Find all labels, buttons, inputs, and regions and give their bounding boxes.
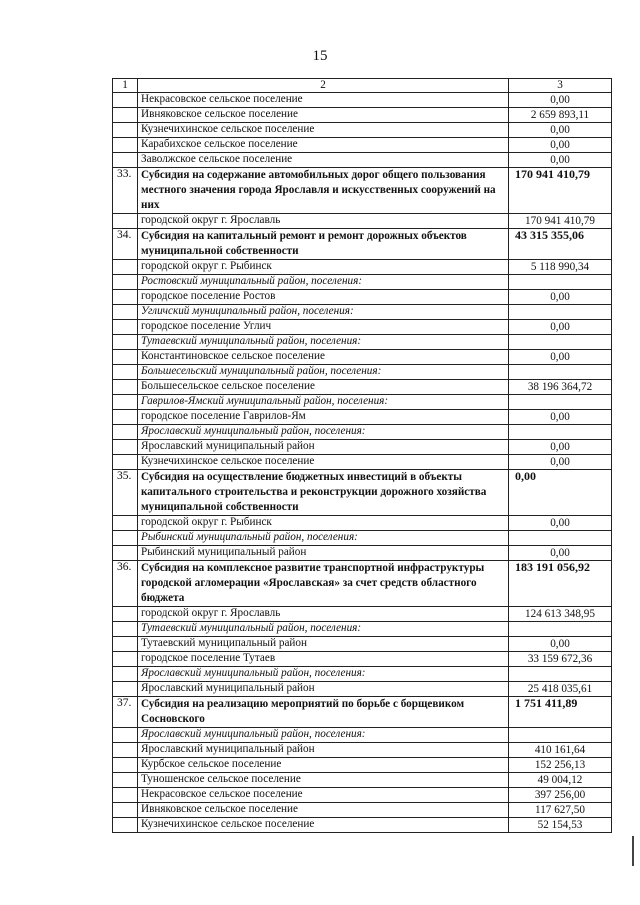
recipient-name: Некрасовское сельское поселение bbox=[138, 788, 509, 803]
table-row bbox=[113, 260, 612, 275]
recipient-amount: 397 256,00 bbox=[509, 788, 612, 803]
group-label: Гаврилов-Ямский муниципальный район, поселения: bbox=[138, 395, 509, 410]
row-index-cell bbox=[113, 93, 138, 108]
row-amount-cell bbox=[509, 728, 612, 743]
row-amount-cell bbox=[509, 335, 612, 350]
recipient-amount: 0,00 bbox=[509, 455, 612, 470]
row-index-cell bbox=[113, 788, 138, 803]
row-index-cell bbox=[113, 320, 138, 335]
group-label: Ярославский муниципальный район, поселения: bbox=[138, 728, 509, 743]
table-row bbox=[113, 410, 612, 425]
table-row bbox=[113, 440, 612, 455]
table-row bbox=[113, 773, 612, 788]
recipient-amount: 33 159 672,36 bbox=[509, 652, 612, 667]
group-row bbox=[113, 305, 612, 320]
row-index-cell bbox=[113, 455, 138, 470]
group-label: Ярославский муниципальный район, поселения: bbox=[138, 667, 509, 682]
group-row bbox=[113, 622, 612, 637]
row-index-cell bbox=[113, 335, 138, 350]
row-index-cell bbox=[113, 123, 138, 138]
table-row bbox=[113, 350, 612, 365]
group-row bbox=[113, 667, 612, 682]
section-title: Субсидия на содержание автомобильных дорог общего пользования местного значения города Ярославля и искусственных сооружений на них bbox=[138, 168, 509, 214]
row-index-cell bbox=[113, 395, 138, 410]
section-index: 35. bbox=[113, 470, 138, 516]
row-index-cell bbox=[113, 350, 138, 365]
recipient-name: Кузнечихинское сельское поселение bbox=[138, 123, 509, 138]
row-index-cell bbox=[113, 365, 138, 380]
section-row bbox=[113, 561, 612, 607]
recipient-amount: 0,00 bbox=[509, 93, 612, 108]
group-row bbox=[113, 365, 612, 380]
recipient-amount: 0,00 bbox=[509, 440, 612, 455]
recipient-amount: 5 118 990,34 bbox=[509, 260, 612, 275]
group-label: Угличский муниципальный район, поселения: bbox=[138, 305, 509, 320]
recipient-amount: 0,00 bbox=[509, 410, 612, 425]
row-index-cell bbox=[113, 138, 138, 153]
recipient-name: Ярославский муниципальный район bbox=[138, 682, 509, 697]
recipient-amount: 0,00 bbox=[509, 290, 612, 305]
recipient-name: городское поселение Ростов bbox=[138, 290, 509, 305]
recipient-name: Ярославский муниципальный район bbox=[138, 743, 509, 758]
recipient-name: городской округ г. Рыбинск bbox=[138, 516, 509, 531]
recipient-name: Курбское сельское поселение bbox=[138, 758, 509, 773]
row-amount-cell bbox=[509, 425, 612, 440]
row-amount-cell bbox=[509, 275, 612, 290]
row-index-cell bbox=[113, 622, 138, 637]
recipient-amount: 0,00 bbox=[509, 153, 612, 168]
group-row bbox=[113, 531, 612, 546]
header-col-1: 1 bbox=[113, 79, 138, 93]
group-label: Тутаевский муниципальный район, поселения: bbox=[138, 622, 509, 637]
section-total: 183 191 056,92 bbox=[509, 561, 612, 607]
row-index-cell bbox=[113, 290, 138, 305]
section-index: 34. bbox=[113, 229, 138, 260]
recipient-amount: 52 154,53 bbox=[509, 818, 612, 833]
row-index-cell bbox=[113, 531, 138, 546]
recipient-amount: 25 418 035,61 bbox=[509, 682, 612, 697]
table-row bbox=[113, 516, 612, 531]
row-amount-cell bbox=[509, 622, 612, 637]
recipient-amount: 0,00 bbox=[509, 350, 612, 365]
recipient-amount: 117 627,50 bbox=[509, 803, 612, 818]
row-index-cell bbox=[113, 546, 138, 561]
table-row bbox=[113, 93, 612, 108]
recipient-amount: 0,00 bbox=[509, 637, 612, 652]
section-index: 36. bbox=[113, 561, 138, 607]
group-row bbox=[113, 275, 612, 290]
table-row bbox=[113, 108, 612, 123]
recipient-name: Рыбинский муниципальный район bbox=[138, 546, 509, 561]
group-label: Рыбинский муниципальный район, поселения: bbox=[138, 531, 509, 546]
recipient-name: городское поселение Тутаев bbox=[138, 652, 509, 667]
row-index-cell bbox=[113, 743, 138, 758]
recipient-amount: 0,00 bbox=[509, 138, 612, 153]
group-row bbox=[113, 425, 612, 440]
recipient-name: Кузнечихинское сельское поселение bbox=[138, 818, 509, 833]
table-row bbox=[113, 788, 612, 803]
row-index-cell bbox=[113, 440, 138, 455]
table-row bbox=[113, 758, 612, 773]
section-title: Субсидия на комплексное развитие транспортной инфраструктуры городской агломерации «Ярославская» за счет средств областного бюджета bbox=[138, 561, 509, 607]
section-row bbox=[113, 470, 612, 516]
recipient-amount: 49 004,12 bbox=[509, 773, 612, 788]
header-col-2: 2 bbox=[138, 79, 509, 93]
section-row bbox=[113, 697, 612, 728]
section-index: 33. bbox=[113, 168, 138, 214]
page-number: 15 bbox=[312, 48, 328, 64]
row-index-cell bbox=[113, 275, 138, 290]
table-row bbox=[113, 637, 612, 652]
group-row bbox=[113, 395, 612, 410]
table-row bbox=[113, 682, 612, 697]
recipient-name: Карабихское сельское поселение bbox=[138, 138, 509, 153]
row-index-cell bbox=[113, 637, 138, 652]
recipient-amount: 38 196 364,72 bbox=[509, 380, 612, 395]
group-label: Большесельский муниципальный район, поселения: bbox=[138, 365, 509, 380]
row-amount-cell bbox=[509, 667, 612, 682]
recipient-amount: 124 613 348,95 bbox=[509, 607, 612, 622]
table-row bbox=[113, 546, 612, 561]
recipient-name: Константиновское сельское поселение bbox=[138, 350, 509, 365]
recipient-amount: 0,00 bbox=[509, 546, 612, 561]
section-title: Субсидия на реализацию мероприятий по борьбе с борщевиком Сосновского bbox=[138, 697, 509, 728]
row-index-cell bbox=[113, 728, 138, 743]
recipient-name: городской округ г. Ярославль bbox=[138, 214, 509, 229]
header-col-3: 3 bbox=[509, 79, 612, 93]
row-amount-cell bbox=[509, 531, 612, 546]
recipient-name: Некрасовское сельское поселение bbox=[138, 93, 509, 108]
recipient-name: Тутаевский муниципальный район bbox=[138, 637, 509, 652]
section-row bbox=[113, 168, 612, 214]
row-index-cell bbox=[113, 607, 138, 622]
row-index-cell bbox=[113, 516, 138, 531]
recipient-name: Кузнечихинское сельское поселение bbox=[138, 455, 509, 470]
row-index-cell bbox=[113, 667, 138, 682]
group-label: Ростовский муниципальный район, поселения: bbox=[138, 275, 509, 290]
recipient-amount: 0,00 bbox=[509, 123, 612, 138]
row-index-cell bbox=[113, 652, 138, 667]
table-row bbox=[113, 803, 612, 818]
recipient-amount: 170 941 410,79 bbox=[509, 214, 612, 229]
row-index-cell bbox=[113, 818, 138, 833]
table-row bbox=[113, 214, 612, 229]
section-title: Субсидия на осуществление бюджетных инвестиций в объекты капитального строительства и реконструкции дорожного хозяйства муниципальной собственности bbox=[138, 470, 509, 516]
recipient-amount: 152 256,13 bbox=[509, 758, 612, 773]
section-total: 170 941 410,79 bbox=[509, 168, 612, 214]
table-row bbox=[113, 455, 612, 470]
margin-mark bbox=[632, 836, 634, 866]
group-row bbox=[113, 728, 612, 743]
recipient-amount: 2 659 893,11 bbox=[509, 108, 612, 123]
row-amount-cell bbox=[509, 305, 612, 320]
section-index: 37. bbox=[113, 697, 138, 728]
row-amount-cell bbox=[509, 395, 612, 410]
recipient-name: Ивняковское сельское поселение bbox=[138, 803, 509, 818]
row-index-cell bbox=[113, 108, 138, 123]
row-index-cell bbox=[113, 153, 138, 168]
table-row bbox=[113, 290, 612, 305]
recipient-name: Заволжское сельское поселение bbox=[138, 153, 509, 168]
table-row bbox=[113, 818, 612, 833]
row-index-cell bbox=[113, 758, 138, 773]
recipient-name: городской округ г. Ярославль bbox=[138, 607, 509, 622]
recipient-name: Ивняковское сельское поселение bbox=[138, 108, 509, 123]
row-index-cell bbox=[113, 410, 138, 425]
table-row bbox=[113, 743, 612, 758]
table-row bbox=[113, 380, 612, 395]
recipient-name: городской округ г. Рыбинск bbox=[138, 260, 509, 275]
recipient-amount: 0,00 bbox=[509, 516, 612, 531]
table-row bbox=[113, 153, 612, 168]
table-row bbox=[113, 123, 612, 138]
row-amount-cell bbox=[509, 365, 612, 380]
recipient-name: городское поселение Углич bbox=[138, 320, 509, 335]
section-total: 1 751 411,89 bbox=[509, 697, 612, 728]
recipient-name: Туношенское сельское поселение bbox=[138, 773, 509, 788]
row-index-cell bbox=[113, 305, 138, 320]
recipient-name: Ярославский муниципальный район bbox=[138, 440, 509, 455]
table-row bbox=[113, 138, 612, 153]
subsidy-table bbox=[112, 78, 612, 833]
row-index-cell bbox=[113, 380, 138, 395]
table-row bbox=[113, 652, 612, 667]
row-index-cell bbox=[113, 773, 138, 788]
recipient-name: Большесельское сельское поселение bbox=[138, 380, 509, 395]
section-total: 43 315 355,06 bbox=[509, 229, 612, 260]
table-row bbox=[113, 607, 612, 622]
row-index-cell bbox=[113, 425, 138, 440]
section-total: 0,00 bbox=[509, 470, 612, 516]
recipient-amount: 0,00 bbox=[509, 320, 612, 335]
row-index-cell bbox=[113, 260, 138, 275]
group-label: Ярославский муниципальный район, поселения: bbox=[138, 425, 509, 440]
row-index-cell bbox=[113, 682, 138, 697]
recipient-name: городское поселение Гаврилов-Ям bbox=[138, 410, 509, 425]
group-label: Тутаевский муниципальный район, поселения: bbox=[138, 335, 509, 350]
section-title: Субсидия на капитальный ремонт и ремонт дорожных объектов муниципальной собственности bbox=[138, 229, 509, 260]
group-row bbox=[113, 335, 612, 350]
table-row bbox=[113, 320, 612, 335]
row-index-cell bbox=[113, 803, 138, 818]
table-header-row bbox=[113, 79, 612, 93]
section-row bbox=[113, 229, 612, 260]
recipient-amount: 410 161,64 bbox=[509, 743, 612, 758]
row-index-cell bbox=[113, 214, 138, 229]
